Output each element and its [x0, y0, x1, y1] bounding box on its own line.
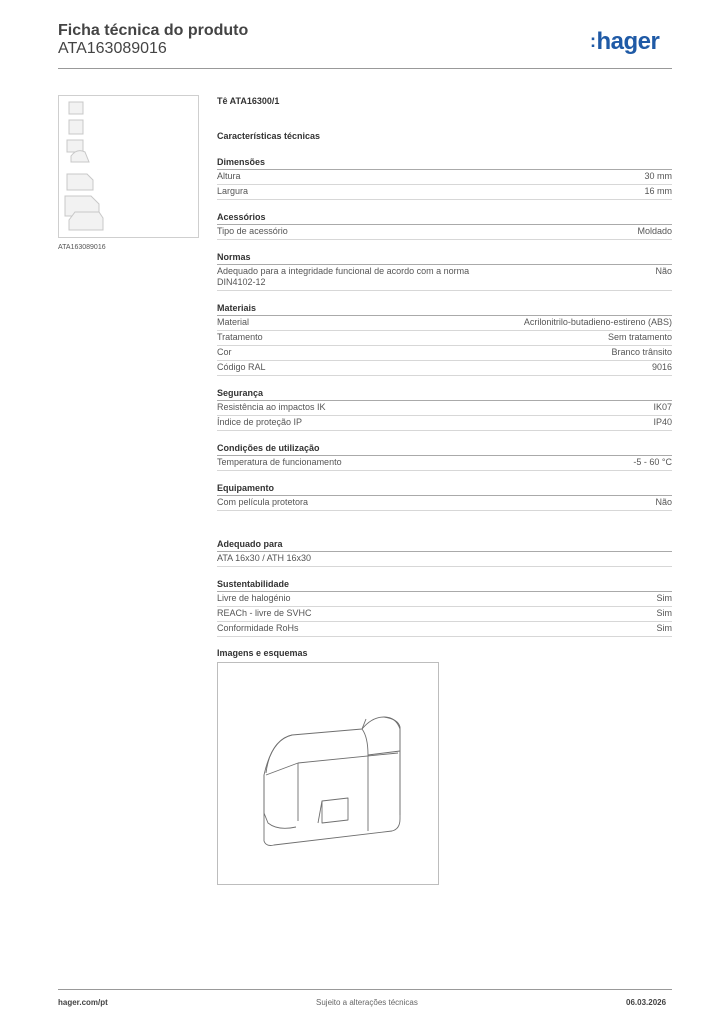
- table-row: [217, 416, 672, 431]
- row-value: IK07: [653, 402, 672, 412]
- section-title: Equipamento: [217, 482, 672, 496]
- row-label: REACh - livre de SVHC: [217, 608, 312, 618]
- row-label: ATA 16x30 / ATH 16x30: [217, 553, 312, 563]
- section-seguranca: [217, 387, 672, 431]
- row-value: Sim: [656, 608, 672, 618]
- table-row: [217, 592, 672, 607]
- row-label: Livre de halogénio: [217, 593, 291, 603]
- table-row: [217, 361, 672, 376]
- row-value: IP40: [653, 417, 672, 427]
- table-row: [217, 225, 672, 240]
- table-row: [217, 607, 672, 622]
- row-label: Material: [217, 317, 250, 327]
- table-row: [217, 456, 672, 471]
- row-label: Adequado para a integridade funcional de acordo com a norma DIN4102-12: [217, 266, 470, 287]
- section-acessorios: [217, 211, 672, 240]
- images-heading: Imagens e esquemas: [217, 648, 308, 658]
- section-equipamento: [217, 482, 672, 511]
- section-title: Normas: [217, 251, 672, 265]
- row-value: -5 - 60 °C: [633, 457, 672, 467]
- table-row: [217, 265, 672, 291]
- section-normas: [217, 251, 672, 291]
- header-divider: [58, 68, 672, 69]
- row-value: Sem tratamento: [607, 332, 672, 342]
- section-title: Dimensões: [217, 156, 672, 170]
- table-row: [217, 185, 672, 200]
- table-row: [217, 622, 672, 637]
- footer-note: Sujeito a alterações técnicas: [316, 998, 418, 1007]
- row-label: Tratamento: [217, 332, 263, 342]
- section-title: Condições de utilização: [217, 442, 672, 456]
- section-condicoes: [217, 442, 672, 471]
- row-value: Não: [655, 497, 672, 507]
- section-title: Segurança: [217, 387, 672, 401]
- t-connector-drawing-icon: [218, 663, 438, 884]
- row-label: Largura: [217, 186, 249, 196]
- row-label: Código RAL: [217, 362, 266, 372]
- row-value: Sim: [656, 623, 672, 633]
- row-value: 16 mm: [644, 186, 672, 196]
- characteristics-heading: Características técnicas: [217, 131, 321, 141]
- product-drawing: [217, 662, 439, 885]
- section-title: Adequado para: [217, 538, 672, 552]
- product-title: Tê ATA16300/1: [217, 96, 280, 106]
- footer-divider: [58, 989, 672, 990]
- row-label: Conformidade RoHs: [217, 623, 299, 633]
- product-variants-icon: [59, 96, 198, 237]
- table-row: [217, 401, 672, 416]
- row-value: 9016: [651, 362, 672, 372]
- section-materiais: [217, 302, 672, 376]
- row-label: Tipo de acessório: [217, 226, 288, 236]
- page-title: Ficha técnica do produto: [58, 22, 249, 39]
- row-label: Índice de proteção IP: [217, 417, 303, 427]
- brand-name: hager: [596, 28, 660, 55]
- row-value: Acrilonitrilo-butadieno-estireno (ABS): [523, 317, 672, 327]
- hager-logo: :hager: [590, 28, 660, 55]
- thumbnail-caption: ATA163089016: [58, 244, 106, 251]
- section-adequado-para: [217, 538, 672, 567]
- table-row: [217, 170, 672, 185]
- row-value: Branco trânsito: [611, 347, 672, 357]
- table-row: [217, 331, 672, 346]
- row-label: Com película protetora: [217, 497, 309, 507]
- footer-date: 06.03.2026: [626, 998, 667, 1007]
- row-label: Resistência ao impactos IK: [217, 402, 326, 412]
- section-title: Sustentabilidade: [217, 578, 672, 592]
- row-value: 30 mm: [644, 171, 672, 181]
- row-label: Cor: [217, 347, 232, 357]
- product-code: ATA163089016: [58, 40, 167, 57]
- section-sustentabilidade: [217, 578, 672, 637]
- technical-sheet: [217, 96, 672, 660]
- table-row: [217, 496, 672, 511]
- footer-website: hager.com/pt: [58, 998, 108, 1007]
- table-row: [217, 316, 672, 331]
- section-dimensoes: [217, 156, 672, 200]
- row-value: Sim: [656, 593, 672, 603]
- section-title: Acessórios: [217, 211, 672, 225]
- product-thumbnail: [58, 95, 199, 238]
- section-title: Materiais: [217, 302, 672, 316]
- row-value: Não: [655, 266, 672, 276]
- table-row: [217, 346, 672, 361]
- row-value: Moldado: [637, 226, 672, 236]
- table-row: [217, 552, 672, 567]
- row-label: Temperatura de funcionamento: [217, 457, 342, 467]
- row-label: Altura: [217, 171, 241, 181]
